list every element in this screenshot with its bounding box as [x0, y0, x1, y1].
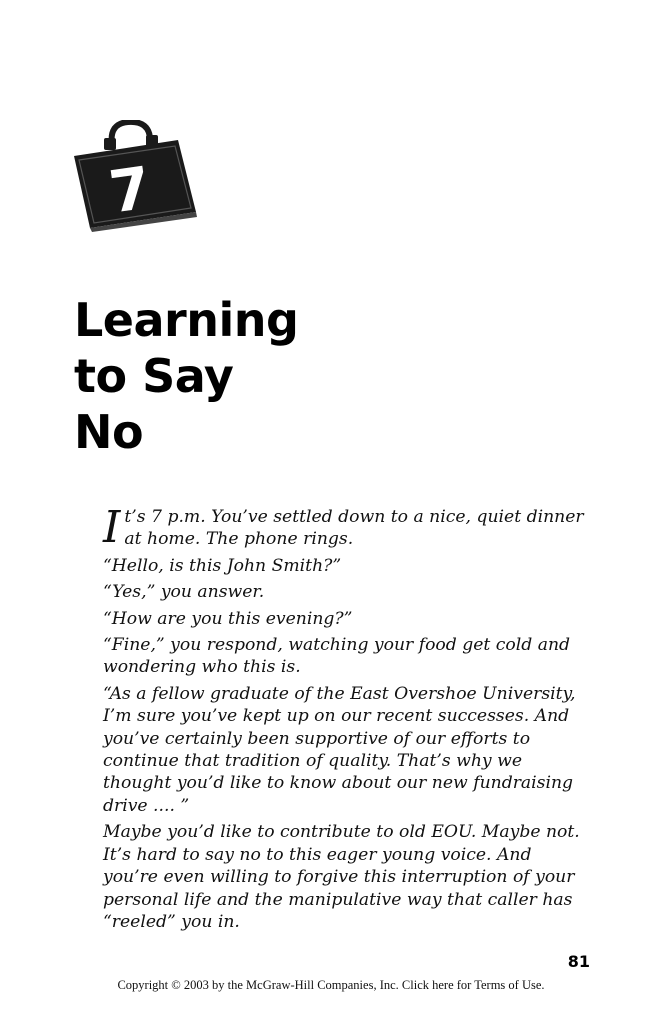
- body-paragraph: “Fine,” you respond, watching your food get cold and wondering who this is.: [103, 635, 571, 678]
- chapter-title: [74, 292, 298, 460]
- chapter-title-line: to Say: [74, 349, 234, 403]
- briefcase-icon: [70, 120, 202, 232]
- body-paragraph: “Yes,” you answer.: [103, 582, 265, 603]
- chapter-body: [103, 502, 589, 937]
- body-paragraph: “Hello, is this John Smith?”: [103, 555, 342, 576]
- copyright-notice: [0, 978, 662, 993]
- page-number: 81: [567, 952, 590, 971]
- body-paragraph: Maybe you’d like to contribute to old EOU. Maybe not. It’s hard to say no to this eager young voice. And you’re even willing to forgive this interruption of your personal life and the manipulative way that caller has “reeled” you in.: [103, 822, 580, 932]
- terms-of-use-link[interactable]: Click here for Terms of Use.: [401, 978, 545, 992]
- chapter-title-line: Learning: [74, 293, 299, 347]
- body-paragraph: “As a fellow graduate of the East Overshoe University, I’m sure you’ve kept up on our recent successes. And you’ve certainly been supportive of our efforts to continue that tradition of quality. That’s why we thought you’d like to know about our new fundraising drive .... ”: [103, 683, 576, 816]
- chapter-number: 7: [105, 153, 155, 227]
- chapter-title-line: No: [74, 405, 144, 459]
- copyright-text: Copyright © 2003 by the McGraw-Hill Companies, Inc.: [117, 978, 399, 992]
- body-paragraph: [103, 502, 589, 553]
- drop-cap: I: [103, 502, 121, 553]
- body-paragraph: “How are you this evening?”: [103, 608, 353, 629]
- paragraph-text: t’s 7 p.m. You’ve settled down to a nice, quiet dinner at home. The phone rings.: [124, 507, 584, 550]
